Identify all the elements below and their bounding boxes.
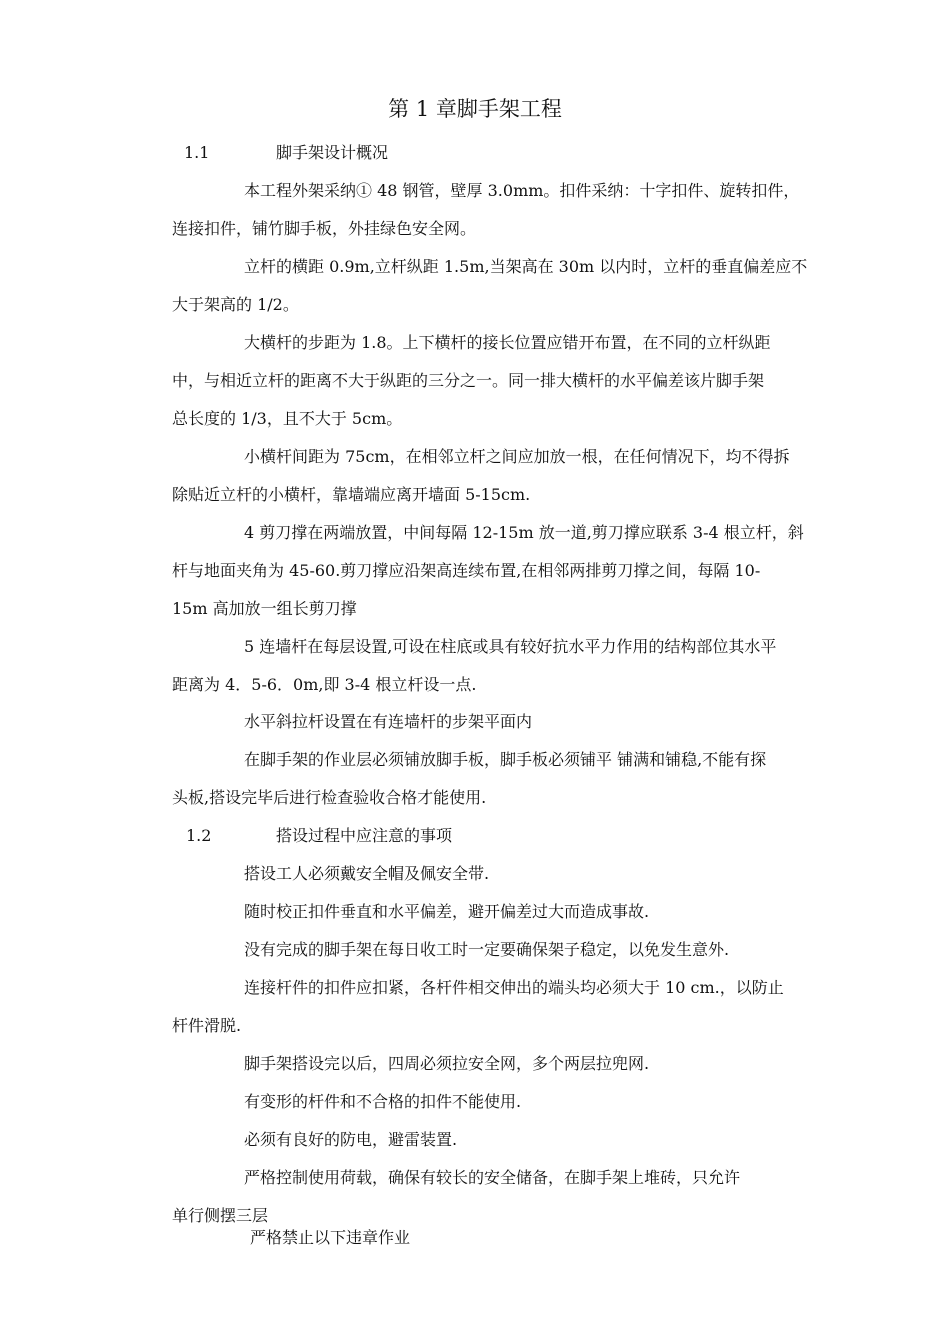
paragraph-line: 杆件滑脱. (172, 1016, 242, 1035)
paragraph-line: 严格控制使用荷载，确保有较长的安全储备，在脚手架上堆砖，只允许 (244, 1168, 741, 1187)
paragraph-line: 水平斜拉杆设置在有连墙杆的步架平面内 (244, 712, 533, 731)
paragraph-line: 15m 高加放一组长剪刀撑 (172, 599, 357, 618)
paragraph-line: 单行侧摆三层 (172, 1206, 269, 1225)
paragraph-line: 连接扣件，铺竹脚手板，外挂绿色安全网。 (172, 219, 477, 238)
paragraph-line: 大横杆的步距为 1.8。上下横杆的接长位置应错开布置，在不同的立杆纵距 (244, 333, 771, 352)
paragraph-line: 严格禁止以下违章作业 (250, 1228, 411, 1247)
paragraph-line: 有变形的杆件和不合格的扣件不能使用. (244, 1092, 522, 1111)
chapter-title: 第 1 章脚手架工程 (388, 97, 562, 121)
paragraph-line: 大于架高的 1/2。 (172, 295, 299, 314)
paragraph-line: 除贴近立杆的小横杆，靠墙端应离开墙面 5-15cm. (172, 485, 531, 504)
paragraph-line: 必须有良好的防电，避雷装置. (244, 1130, 458, 1149)
paragraph-line: 在脚手架的作业层必须铺放脚手板，脚手板必须铺平 铺满和铺稳,不能有探 (244, 750, 767, 769)
section-number: 1.2 (186, 826, 212, 845)
paragraph-line: 连接杆件的扣件应扣紧，各杆件相交伸出的端头均必须大于 10 cm.，以防止 (244, 978, 784, 997)
paragraph-line: 小横杆间距为 75cm，在相邻立杆之间应加放一根，在任何情况下，均不得拆 (244, 447, 790, 466)
paragraph-line: 头板,搭设完毕后进行检查验收合格才能使用. (172, 788, 487, 807)
paragraph-line: 没有完成的脚手架在每日收工时一定要确保架子稳定，以免发生意外. (244, 940, 730, 959)
paragraph-line: 总长度的 1/3，且不大于 5cm。 (172, 409, 403, 428)
section-number: 1.1 (184, 143, 210, 162)
section-heading: 搭设过程中应注意的事项 (276, 826, 453, 845)
paragraph-line: 杆与地面夹角为 45-60.剪刀撑应沿架高连续布置,在相邻两排剪刀撑之间，每隔 10- (172, 561, 761, 580)
paragraph-line: 脚手架搭设完以后，四周必须拉安全网，多个两层拉兜网. (244, 1054, 650, 1073)
paragraph-line: 搭设工人必须戴安全帽及佩安全带. (244, 864, 490, 883)
paragraph-line: 距离为 4．5-6．0m,即 3-4 根立杆设一点. (172, 675, 477, 694)
paragraph-line: 5 连墙杆在每层设置,可设在柱底或具有较好抗水平力作用的结构部位其水平 (244, 637, 777, 656)
section-heading: 脚手架设计概况 (276, 143, 389, 162)
paragraph-line: 立杆的横距 0.9m,立杆纵距 1.5m,当架高在 30m 以内时，立杆的垂直偏差应不 (244, 257, 808, 276)
paragraph-line: 中，与相近立杆的距离不大于纵距的三分之一。同一排大横杆的水平偏差该片脚手架 (172, 371, 765, 390)
paragraph-line: 本工程外架采纳① 48 钢管，壁厚 3.0mm。扣件采纳：十字扣件、旋转扣件， (244, 181, 800, 200)
paragraph-line: 4 剪刀撑在两端放置，中间每隔 12-15m 放一道,剪刀撑应联系 3-4 根立杆，斜 (244, 523, 804, 542)
paragraph-line: 随时校正扣件垂直和水平偏差，避开偏差过大而造成事故. (244, 902, 650, 921)
